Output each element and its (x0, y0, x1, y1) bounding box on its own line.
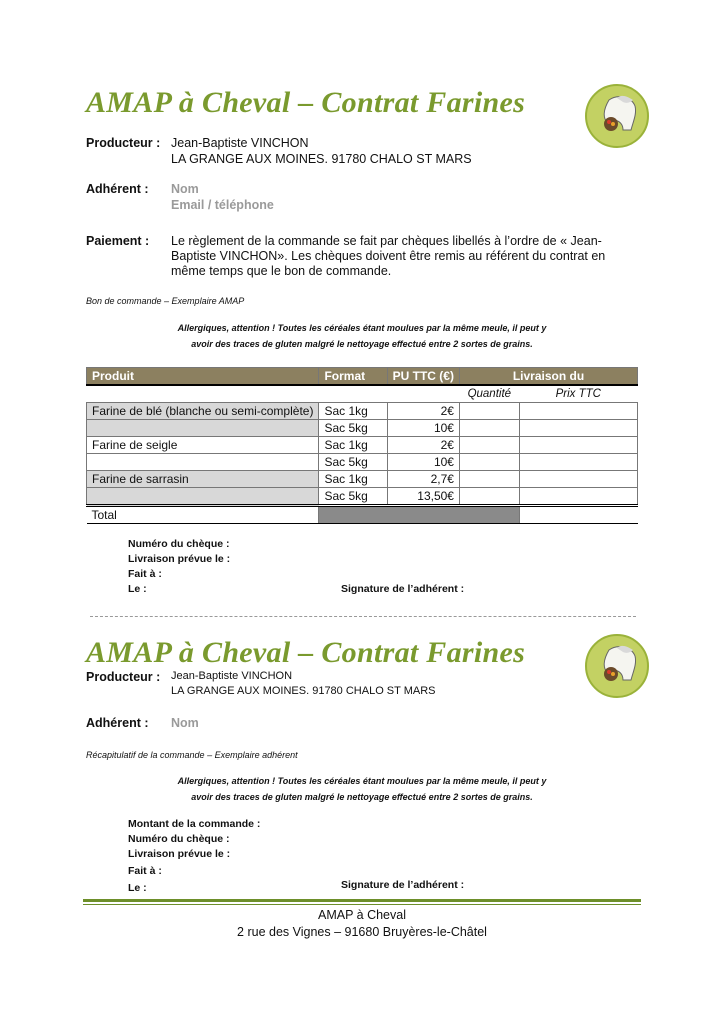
payment-text (171, 234, 605, 279)
horse-logo-icon (585, 84, 649, 148)
row-product (87, 454, 319, 471)
contract-title-copy2: AMAP à Cheval – Contrat Farines (86, 636, 526, 669)
horse-logo-icon (585, 634, 649, 698)
contract-title: AMAP à Cheval – Contrat Farines (86, 86, 526, 119)
row-format: Sac 5kg (319, 488, 387, 506)
payment-line-1: Le règlement de la commande se fait par chèques libellés à l’ordre de « Jean- (171, 234, 602, 248)
cheque-number-label: Numéro du chèque : (128, 833, 230, 845)
qty-cell[interactable] (459, 488, 519, 506)
member-label-copy2: Adhérent : (86, 716, 149, 730)
allergy-warning (86, 320, 638, 352)
row-product: Farine de blé (blanche ou semi-complète) (87, 403, 319, 420)
row-price: 10€ (387, 420, 459, 437)
subheader-total-price: Prix TTC (555, 388, 601, 400)
header-delivery: Livraison du (459, 368, 637, 386)
row-product (87, 420, 319, 437)
payment-label: Paiement : (86, 234, 150, 248)
copy2-fields (128, 817, 260, 896)
producer-label-copy2: Producteur : (86, 670, 161, 684)
row-product (87, 488, 319, 506)
cheque-number-label: Numéro du chèque : (128, 538, 230, 550)
producer-label: Producteur : (86, 136, 161, 150)
row-format: Sac 1kg (319, 471, 387, 488)
place-label: Fait à : (128, 568, 162, 580)
row-price: 13,50€ (387, 488, 459, 506)
row-price: 2€ (387, 437, 459, 454)
allergy-line-2: avoir des traces de gluten malgré le nettoyage effectué entre 2 sortes de grains. (191, 792, 533, 802)
total-row (87, 506, 638, 524)
qty-cell[interactable] (459, 420, 519, 437)
allergy-line-2: avoir des traces de gluten malgré le nettoyage effectué entre 2 sortes de grains. (191, 339, 533, 349)
price-cell[interactable] (519, 454, 637, 471)
footer (83, 907, 641, 941)
delivery-date-label: Livraison prévue le : (128, 553, 231, 565)
footer-org-name: AMAP à Cheval (317, 908, 406, 922)
header-format: Format (319, 368, 387, 386)
payment-line-3: même temps que le bon de commande. (171, 264, 392, 278)
qty-cell[interactable] (459, 454, 519, 471)
row-format: Sac 5kg (319, 454, 387, 471)
price-cell[interactable] (519, 488, 637, 506)
place-label: Fait à : (128, 865, 162, 877)
member-name-field[interactable]: Nom (171, 182, 199, 196)
table-row (87, 471, 638, 488)
table-header-row (87, 368, 638, 386)
signature-label: Signature de l’adhérent : (341, 583, 465, 595)
header-product: Produit (87, 368, 319, 386)
header-price: PU TTC (€) (387, 368, 459, 386)
order-table (86, 367, 638, 524)
subheader-qty: Quantité (467, 388, 512, 400)
row-product: Farine de sarrasin (87, 471, 319, 488)
table-row (87, 454, 638, 471)
producer-address: LA GRANGE AUX MOINES. 91780 CHALO ST MARS (171, 152, 472, 166)
total-label: Total (87, 506, 319, 524)
producer-address-copy2: LA GRANGE AUX MOINES. 91780 CHALO ST MARS (171, 685, 436, 697)
price-cell[interactable] (519, 437, 637, 454)
table-row (87, 437, 638, 454)
row-format: Sac 1kg (319, 403, 387, 420)
row-price: 2€ (387, 403, 459, 420)
table-row (87, 420, 638, 437)
footer-rule (83, 899, 641, 902)
footer-rule-thin (83, 904, 641, 905)
row-product: Farine de seigle (87, 437, 319, 454)
row-price: 10€ (387, 454, 459, 471)
qty-cell[interactable] (459, 471, 519, 488)
copy2-caption: Récapitulatif de la commande – Exemplaire adhérent (86, 750, 298, 760)
total-price-cell[interactable] (519, 506, 637, 524)
qty-cell[interactable] (459, 437, 519, 454)
date-label: Le : (128, 583, 147, 595)
qty-cell[interactable] (459, 403, 519, 420)
member-label: Adhérent : (86, 182, 149, 196)
footer-address: 2 rue des Vignes – 91680 Bruyères-le-Châtel (237, 925, 487, 939)
producer-name: Jean-Baptiste VINCHON (171, 136, 309, 150)
row-format: Sac 1kg (319, 437, 387, 454)
producer-name-copy2: Jean-Baptiste VINCHON (171, 670, 293, 682)
allergy-warning-copy2 (86, 773, 638, 805)
table-row (87, 488, 638, 506)
price-cell[interactable] (519, 403, 637, 420)
payment-line-2: Baptiste VINCHON». Les chèques doivent être remis au référent du contrat en (171, 249, 606, 263)
allergy-line-1: Allergiques, attention ! Toutes les céréales étant moulues par la même meule, il peut y (177, 776, 547, 786)
row-price: 2,7€ (387, 471, 459, 488)
total-shaded-cell (319, 506, 519, 524)
price-cell[interactable] (519, 471, 637, 488)
allergy-line-1: Allergiques, attention ! Toutes les céréales étant moulues par la même meule, il peut y (177, 323, 547, 333)
member-contact-field[interactable]: Email / téléphone (171, 198, 274, 212)
row-format: Sac 5kg (319, 420, 387, 437)
copy1-fields (128, 537, 230, 597)
price-cell[interactable] (519, 420, 637, 437)
date-label: Le : (128, 882, 147, 894)
signature-label-copy2: Signature de l’adhérent : (341, 879, 465, 891)
copy1-caption: Bon de commande – Exemplaire AMAP (86, 296, 245, 306)
table-row (87, 403, 638, 420)
order-amount-label: Montant de la commande : (128, 818, 261, 830)
member-name-field-copy2[interactable]: Nom (171, 716, 199, 730)
delivery-date-label: Livraison prévue le : (128, 848, 231, 860)
cut-line (90, 616, 636, 617)
table-subheader-row (87, 385, 638, 403)
